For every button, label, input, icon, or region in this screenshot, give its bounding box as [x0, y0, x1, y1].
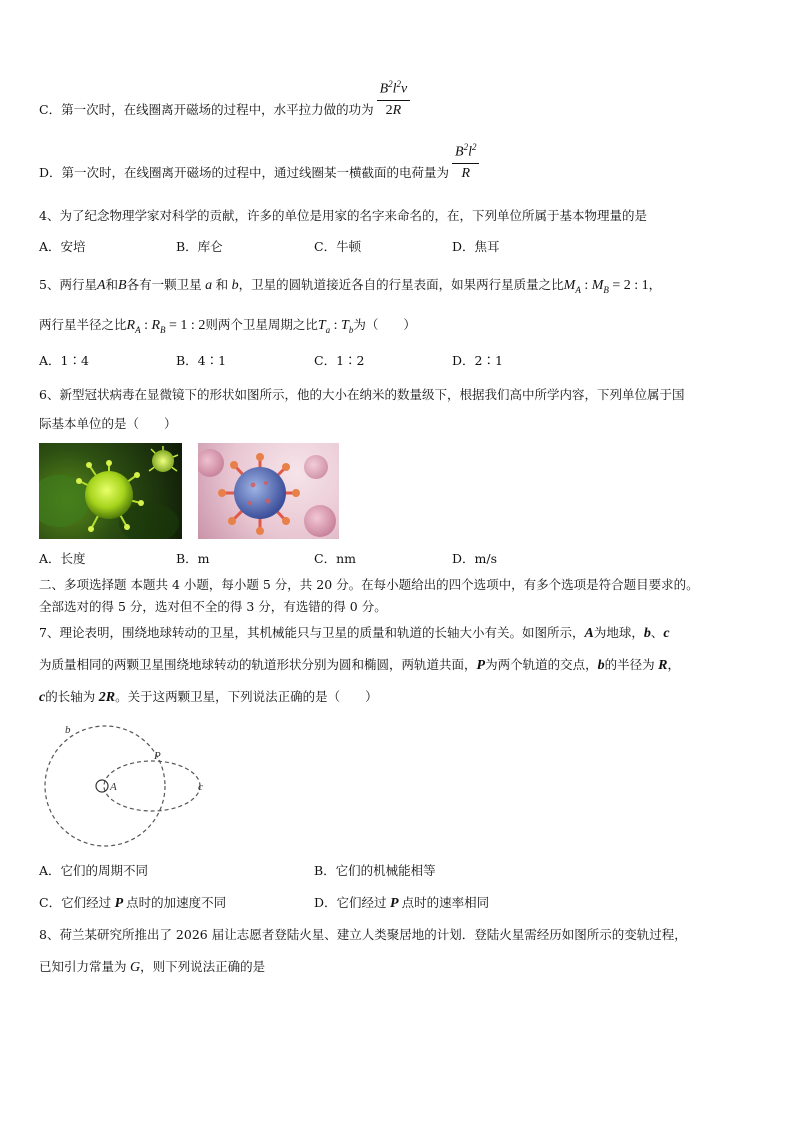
q5-option-d: D．2∶1	[452, 353, 503, 368]
q5-option-c: C．1∶2	[314, 353, 365, 368]
section-2-header-line2: 全部选对的得 5 分，选对但不全的得 3 分，有选错的得 0 分。	[39, 599, 387, 614]
q4-option-c: C．牛顿	[314, 239, 362, 254]
q5-option-a: A．1∶4	[39, 353, 89, 368]
option-c-text: C．第一次时，在线圈离开磁场的过程中，水平拉力做的功为	[39, 101, 374, 117]
q4-option-b: B．库仑	[176, 239, 223, 254]
q7-option-c: C．它们经过 P 点时的加速度不同	[39, 895, 227, 911]
option-d-line	[39, 142, 482, 184]
label-p: P	[154, 750, 161, 762]
q4-option-a: A．安培	[39, 239, 86, 254]
q7-option-a: A．它们的周期不同	[39, 863, 149, 878]
label-b: b	[65, 724, 71, 736]
question-8-line1: 8、荷兰某研究所推出了 2026 届让志愿者登陆火星、建立人类聚居地的计划．登陆火星需经历如图所示的变轨过程，	[39, 927, 687, 942]
q6-option-b: B．m	[176, 551, 210, 566]
option-c-line	[39, 79, 413, 121]
question-6-line2: 际基本单位的是（ ）	[39, 416, 177, 431]
earth-a	[96, 780, 108, 792]
elliptical-orbit-c	[104, 761, 200, 811]
q6-option-c: C．nm	[314, 551, 356, 566]
section-2-header-line1: 二、多项选择题 本题共 4 小题，每小题 5 分，共 20 分。在每小题给出的四个选项中，有多个选项是符合题目要求的。	[39, 577, 699, 592]
q6-option-d: D．m/s	[452, 551, 498, 566]
question-7-line3: c的长轴为 2R。关于这两颗卫星，下列说法正确的是（ ）	[39, 689, 378, 705]
charge-fraction: $\frac{B^2l^2}{R}$	[452, 137, 479, 184]
question-4: 4、为了纪念物理学家对科学的贡献，许多的单位是用家的名字来命名的，在，下列单位所属于基本物理量的是	[39, 208, 647, 223]
work-fraction: $\frac{B^2l^2v}{2R}$	[377, 74, 411, 121]
question-7-line1: 7、理论表明，围绕地球转动的卫星，其机械能只与卫星的质量和轨道的长轴大小有关。如图所示，A为地球，b、c	[39, 625, 670, 641]
question-7-line2: 为质量相同的两颗卫星围绕地球转动的轨道形状分别为圆和椭圆，两轨道共面，P为两个轨道的交点，b的半径为 R，	[39, 657, 680, 673]
q7-option-d: D．它们经过 P 点时的速率相同	[314, 895, 490, 911]
question-5-line1: 5、两行星A和B各有一颗卫星 a 和 b，卫星的圆轨道接近各自的行星表面，如果两行星质量之比$M_A$ : $M_B = 2$ : 1，	[39, 277, 662, 295]
question-5-line2: 两行星半径之比$R_A$ : $R_B = 1$ : 2则两个卫星周期之比$T_a$ : $T_b$为（ ）	[39, 317, 416, 335]
q5-option-b: B．4∶1	[176, 353, 227, 368]
question-8-line2: 已知引力常量为 G，则下列说法正确的是	[39, 959, 266, 975]
virus-image-pink	[198, 443, 339, 539]
label-c: c	[198, 781, 203, 793]
label-a: A	[110, 781, 117, 793]
circular-orbit-b	[45, 726, 165, 846]
q4-option-d: D．焦耳	[452, 239, 500, 254]
q7-option-b: B．它们的机械能相等	[314, 863, 436, 878]
option-d-text: D．第一次时，在线圈离开磁场的过程中，通过线圈某一横截面的电荷量为	[39, 164, 450, 180]
question-6-line1: 6、新型冠状病毒在显微镜下的形状如图所示，他的大小在纳米的数量级下，根据我们高中所学内容，下列单位属于国	[39, 387, 685, 402]
q6-option-a: A．长度	[39, 551, 86, 566]
orbit-diagram	[40, 718, 220, 848]
virus-image-green	[39, 443, 182, 539]
